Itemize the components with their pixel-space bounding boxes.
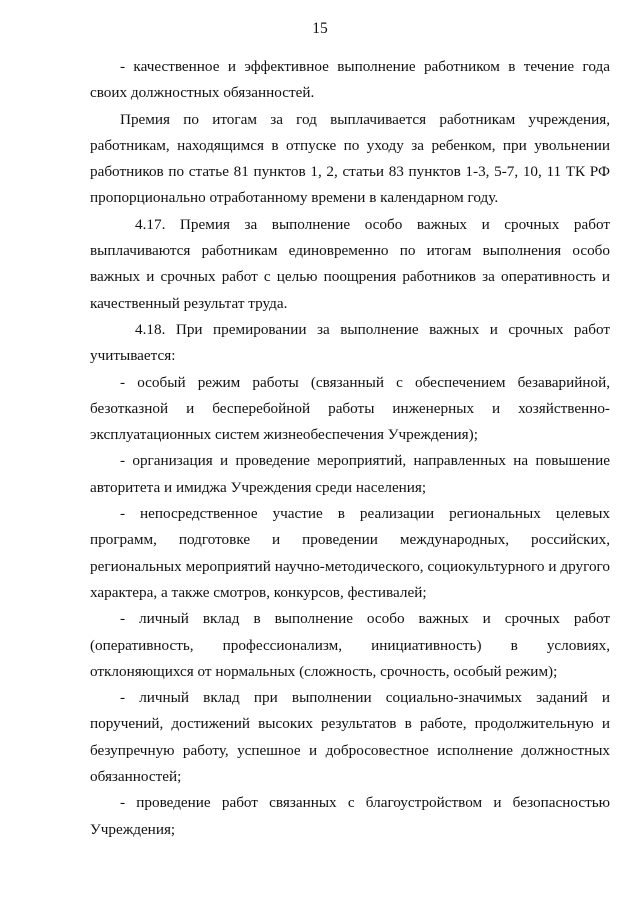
paragraph-duties-fulfillment: - качественное и эффективное выполнение работником в течение года своих должностных обязанностей. xyxy=(90,58,610,102)
paragraph-section-4-18: 4.18. При премировании за выполнение важных и срочных работ учитывается: xyxy=(90,320,610,365)
list-item-program-participation: - непосредственное участие в реализации региональных целевых программ, подготовке и проведении международных, российских, региональных мероприятий научно-методического, социокультурного и другого характера, а также смотров, конкурсов, фестивалей; xyxy=(90,505,610,601)
paragraph-annual-bonus: Премия по итогам за год выплачивается работникам учреждения, работникам, находящимся в отпуске по уходу за ребенком, при увольнении работников по статье 81 пунктов 1, 2, статьи 83 пунктов 1-3, 5-7, 10, 11 ТК РФ пропорционально отработанному времени в календарном году. xyxy=(90,110,610,207)
document-body xyxy=(90,54,610,843)
page-number: 15 xyxy=(312,20,328,37)
list-item-events-organization: - организация и проведение мероприятий, направленных на повышение авторитета и имиджа Учреждения среди населения; xyxy=(90,452,610,496)
list-item-personal-contribution-social: - личный вклад при выполнении социально-значимых заданий и поручений, достижений высоких результатов в работе, продолжительную и безупречную работу, успешное и добросовестное исполнение должностных обязанностей; xyxy=(90,689,610,786)
paragraph-section-4-17: 4.17. Премия за выполнение особо важных и срочных работ выплачиваются работникам единовременно по итогам выполнения особо важных и срочных работ с целью поощрения работников за оперативность и качественный результат труда. xyxy=(90,215,610,312)
list-item-special-mode: - особый режим работы (связанный с обеспечением безаварийной, безотказной и бесперебойной работы инженерных и хозяйственно-эксплуатационных систем жизнеобеспечения Учреждения); xyxy=(90,373,610,444)
list-item-landscaping-safety: - проведение работ связанных с благоустройством и безопасностью Учреждения; xyxy=(90,794,610,838)
list-item-personal-contribution-urgent: - личный вклад в выполнение особо важных и срочных работ (оперативность, профессионализм, инициативность) в условиях, отклоняющихся от нормальных (сложность, срочность, особый режим); xyxy=(90,610,610,680)
